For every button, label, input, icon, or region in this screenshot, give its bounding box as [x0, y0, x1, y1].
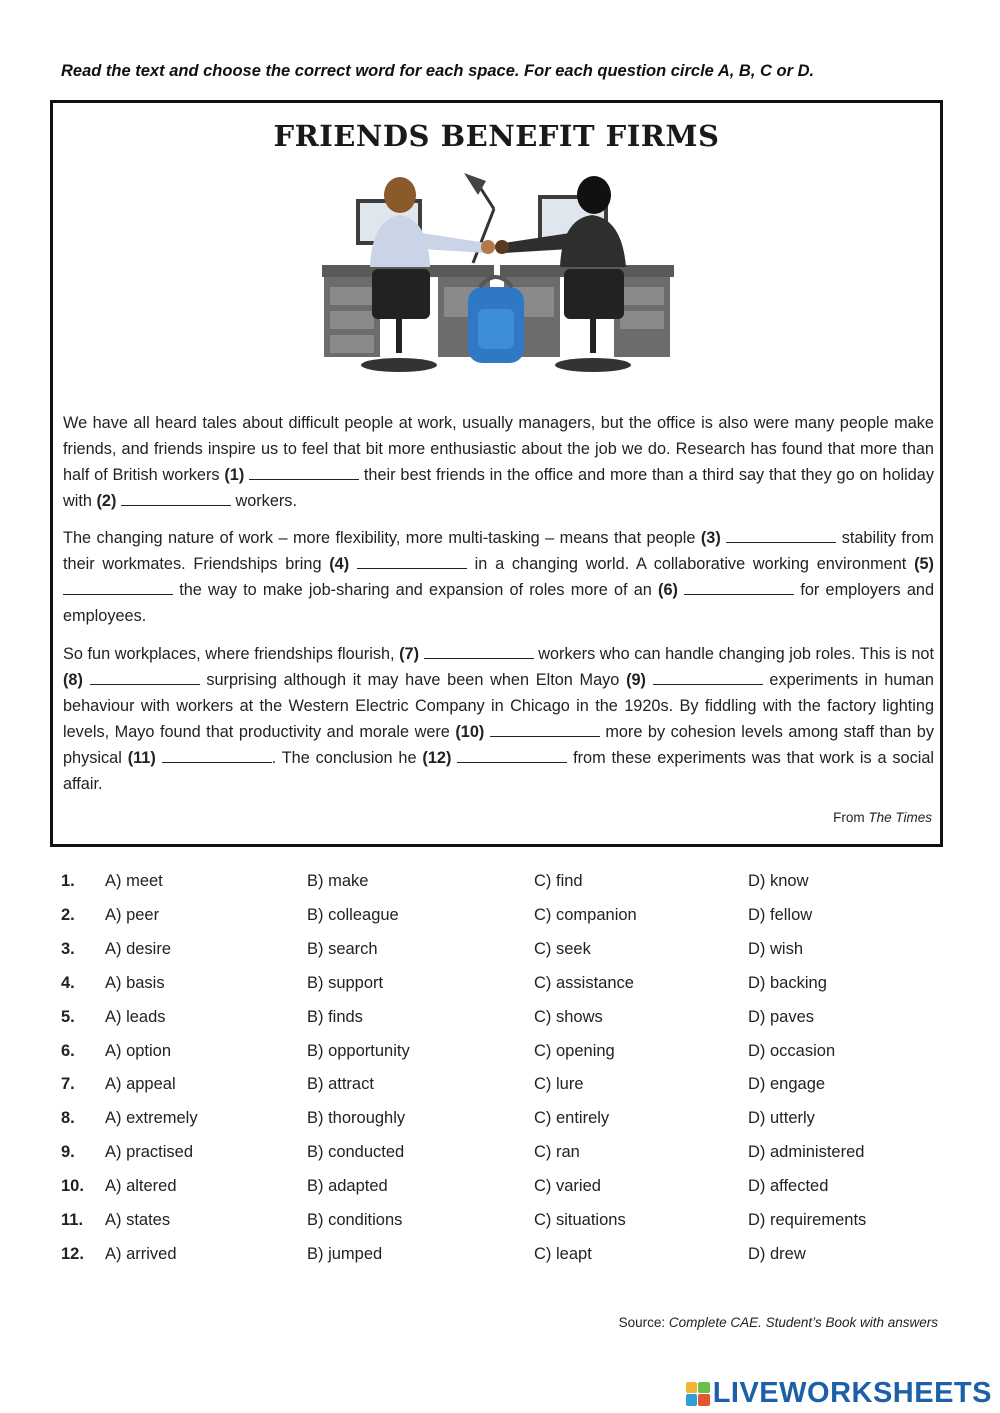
text-run: the way to make job-sharing and expansion of roles more of an: [173, 581, 659, 599]
option-c[interactable]: C) varied: [534, 1177, 601, 1196]
option-b[interactable]: B) make: [307, 872, 369, 890]
text-run: from these experiments was that work is a social affair.: [63, 749, 934, 793]
option-d[interactable]: D) backing: [748, 973, 827, 992]
option-c[interactable]: C) companion: [534, 905, 637, 924]
book-source: [619, 1315, 938, 1330]
paragraph-3: [63, 641, 934, 797]
reading-text-box: [50, 100, 943, 847]
option-c[interactable]: C) entirely: [534, 1109, 610, 1128]
text-run: workers who can handle changing job roles. This is not: [533, 645, 934, 663]
option-a[interactable]: A) appeal: [105, 1075, 176, 1094]
option-a[interactable]: A) desire: [105, 939, 172, 958]
answer-blank[interactable]: [121, 491, 231, 506]
question-row: [0, 940, 1000, 970]
answer-blank[interactable]: [726, 528, 836, 543]
answer-blank[interactable]: [653, 670, 763, 685]
option-a[interactable]: A) basis: [105, 973, 165, 992]
gap-number: (3): [700, 529, 721, 547]
gap-number: (11): [127, 749, 156, 767]
option-c[interactable]: C) ran: [534, 1143, 580, 1162]
option-b[interactable]: B) attract: [307, 1075, 374, 1094]
answer-blank[interactable]: [490, 722, 600, 737]
option-a[interactable]: A) peer: [105, 905, 160, 924]
answer-blank[interactable]: [63, 580, 173, 595]
option-c[interactable]: C) assistance: [534, 973, 634, 992]
question-row: [0, 1042, 1000, 1072]
question-number: 10.: [61, 1177, 84, 1196]
text-run: more by cohesion levels among staff than by physical: [63, 723, 934, 767]
question-row: [0, 1211, 1000, 1241]
question-number: 8.: [61, 1109, 75, 1128]
liveworksheets-brand[interactable]: [686, 1377, 992, 1410]
option-a[interactable]: A) practised: [105, 1143, 194, 1162]
option-d[interactable]: D) paves: [748, 1007, 815, 1026]
gap-number: (6): [658, 581, 678, 599]
gap-number: (7): [399, 645, 420, 663]
gap-number: (1): [224, 466, 245, 484]
question-number: 4.: [61, 973, 75, 992]
question-row: [0, 1143, 1000, 1173]
question-number: 9.: [61, 1143, 75, 1162]
from-prefix: From: [833, 810, 869, 825]
article-title: FRIENDS BENEFIT FIRMS: [273, 119, 720, 153]
text-run: The changing nature of work – more flexibility, more multi-tasking – means that people: [63, 529, 701, 547]
option-a[interactable]: A) leads: [105, 1007, 166, 1026]
option-d[interactable]: D) affected: [748, 1177, 829, 1196]
gap-number: (12): [422, 749, 452, 767]
answer-blank[interactable]: [249, 465, 359, 480]
text-run: We have all heard tales about difficult people at work, usually managers, but the office is also were many people make friends, and friends inspire us to feel that bit more enthusiastic about the job we do. Research has found that more than half of British workers: [63, 414, 934, 484]
option-b[interactable]: B) opportunity: [307, 1041, 410, 1060]
question-number: 2.: [61, 905, 75, 924]
option-c[interactable]: C) seek: [534, 939, 591, 958]
question-row: [0, 974, 1000, 1004]
question-row: [0, 872, 1000, 902]
option-b[interactable]: B) colleague: [307, 905, 399, 924]
option-c[interactable]: C) lure: [534, 1075, 584, 1094]
gap-number: (8): [63, 671, 83, 689]
option-c[interactable]: C) situations: [534, 1211, 626, 1229]
option-a[interactable]: A) states: [105, 1211, 171, 1229]
option-b[interactable]: B) conditions: [307, 1211, 403, 1229]
question-number: 7.: [61, 1075, 75, 1094]
option-a[interactable]: A) option: [105, 1041, 172, 1060]
gap-number: (5): [914, 555, 934, 573]
text-run: surprising although it may have been when Elton Mayo: [199, 671, 627, 689]
gap-number: (2): [96, 492, 117, 510]
option-b[interactable]: B) support: [307, 973, 384, 992]
answer-blank[interactable]: [90, 670, 200, 685]
option-d[interactable]: D) fellow: [748, 905, 813, 924]
question-number: 5.: [61, 1007, 75, 1026]
question-row: [0, 1075, 1000, 1105]
question-row: [0, 906, 1000, 936]
answer-blank[interactable]: [424, 644, 534, 659]
option-b[interactable]: B) jumped: [307, 1244, 383, 1263]
option-b[interactable]: B) search: [307, 939, 378, 958]
source-prefix: Source:: [618, 1315, 669, 1330]
question-number: 6.: [61, 1041, 75, 1060]
text-run: in a changing world. A collaborative working environment: [466, 555, 915, 573]
option-d[interactable]: D) requirements: [748, 1211, 867, 1229]
gap-number: (4): [329, 555, 350, 573]
question-row: [0, 1008, 1000, 1038]
option-b[interactable]: B) conducted: [307, 1143, 405, 1162]
option-d[interactable]: D) engage: [748, 1075, 826, 1094]
option-a[interactable]: A) altered: [105, 1177, 177, 1196]
brand-name: LIVEWORKSHEETS: [712, 1377, 992, 1409]
option-d[interactable]: D) occasion: [748, 1041, 836, 1060]
question-number: 11.: [61, 1211, 84, 1229]
source-title: Complete CAE. Student’s Book with answers: [668, 1315, 938, 1330]
option-a[interactable]: A) arrived: [105, 1244, 177, 1263]
option-b[interactable]: B) thoroughly: [307, 1109, 406, 1128]
office-friends-illustration: [318, 169, 678, 385]
question-row: [0, 1109, 1000, 1139]
text-run: their best friends in the office and more than a third say that they go on holiday with: [63, 466, 934, 510]
text-run: workers.: [230, 492, 297, 510]
question-number: 1.: [61, 872, 75, 890]
option-c[interactable]: C) opening: [534, 1041, 615, 1060]
gap-number: (9): [626, 671, 646, 689]
article-source: [833, 810, 932, 825]
option-c[interactable]: C) shows: [534, 1007, 603, 1026]
text-run: . The conclusion he: [271, 749, 423, 767]
paragraph-2: [63, 525, 934, 629]
answer-blank[interactable]: [457, 748, 567, 763]
option-b[interactable]: B) finds: [307, 1007, 363, 1026]
question-number: 12.: [61, 1244, 84, 1263]
option-c[interactable]: C) find: [534, 872, 583, 890]
text-run: stability from their workmates. Friendships bring: [63, 529, 934, 573]
option-a[interactable]: A) extremely: [105, 1109, 198, 1128]
option-d[interactable]: D) administered: [748, 1143, 865, 1162]
instructions: Read the text and choose the correct word for each space. For each question circle A, B, C or D.: [61, 62, 815, 80]
option-b[interactable]: B) adapted: [307, 1177, 388, 1196]
text-run: for employers and employees.: [63, 581, 934, 625]
from-source-title: The Times: [868, 810, 932, 825]
liveworksheets-logo-icon: [686, 1382, 710, 1406]
paragraph-1: [63, 410, 934, 514]
option-d[interactable]: D) drew: [748, 1244, 806, 1263]
option-d[interactable]: D) wish: [748, 939, 804, 958]
option-d[interactable]: D) utterly: [748, 1109, 815, 1128]
answer-blank[interactable]: [162, 748, 272, 763]
option-a[interactable]: A) meet: [105, 872, 163, 890]
text-run: experiments in human behaviour with workers at the Western Electric Company in Chicago in the 1920s. By fiddling with the factory lighting levels, Mayo found that productivity and morale were: [63, 671, 934, 741]
option-d[interactable]: D) know: [748, 872, 809, 890]
question-row: [0, 1177, 1000, 1207]
gap-number: (10): [455, 723, 485, 741]
answer-blank[interactable]: [684, 580, 794, 595]
text-run: So fun workplaces, where friendships flourish,: [63, 645, 400, 663]
answer-blank[interactable]: [357, 554, 467, 569]
option-c[interactable]: C) leapt: [534, 1244, 592, 1263]
question-row: [0, 1245, 1000, 1275]
question-number: 3.: [61, 939, 75, 958]
